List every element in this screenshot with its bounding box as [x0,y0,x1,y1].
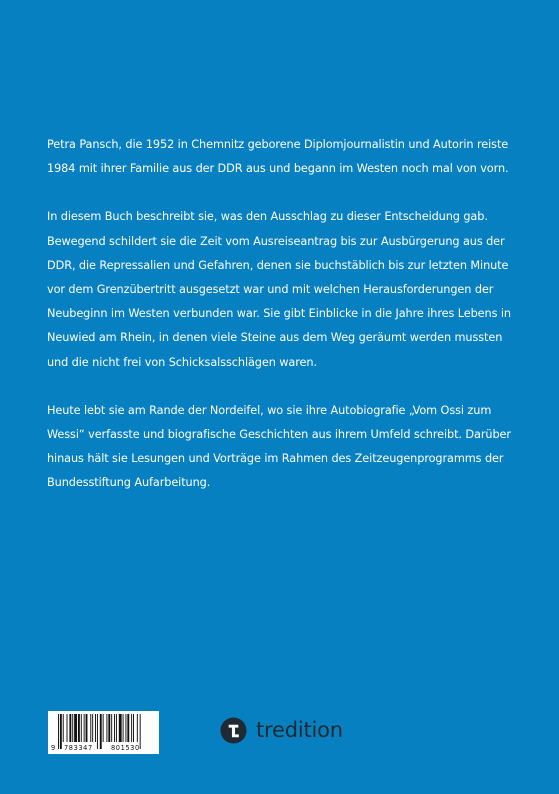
blurb-paragraph-1: Petra Pansch, die 1952 in Chemnitz geborene Diplomjournalistin und Autorin reiste 1984 mit ihrer Familie aus der DDR aus und begann im Westen noch mal von vorn. [47,138,509,176]
barcode-digits-left: 783347 [64,744,93,752]
blurb-paragraph-3: Heute lebt sie am Rande der Nordeifel, wo sie ihre Autobiografie „Vom Ossi zum Wessi“ verfasste und biografische Geschichten aus ihrem Umfeld schreibt. Darüber hinaus hält sie Lesungen und Vorträge im Rahmen des Zeitzeugenprogramms der Bundesstiftung Aufarbeitung. [47,403,511,490]
barcode-digit-lead: 9 [51,744,56,752]
isbn-barcode [48,711,159,754]
blurb-paragraph-2: In diesem Buch beschreibt sie, was den Ausschlag zu dieser Entscheidung gab. Bewegend schildert sie die Zeit vom Ausreiseantrag bis zur Ausbürgerung aus der DDR, die Repressalien und Gefahren, denen sie buchstäblich bis zur letzten Minute vor dem Grenzübertritt ausgesetzt war und mit welchen Herausforderungen der Neubeginn im Westen verbunden war. Sie gibt Einblicke in die Jahre ihres Lebens in Neuwied am Rhein, in denen viele Steine aus dem Weg geräumt werden mussten und die nicht frei von Schicksalsschlägen waren. [47,210,511,369]
tredition-logo-icon [220,717,247,744]
barcode-digits [48,741,159,753]
barcode-digits-right: 801530 [111,744,140,752]
publisher-brand [220,714,343,746]
blurb-text [47,133,515,520]
publisher-name: tredition [256,718,343,742]
